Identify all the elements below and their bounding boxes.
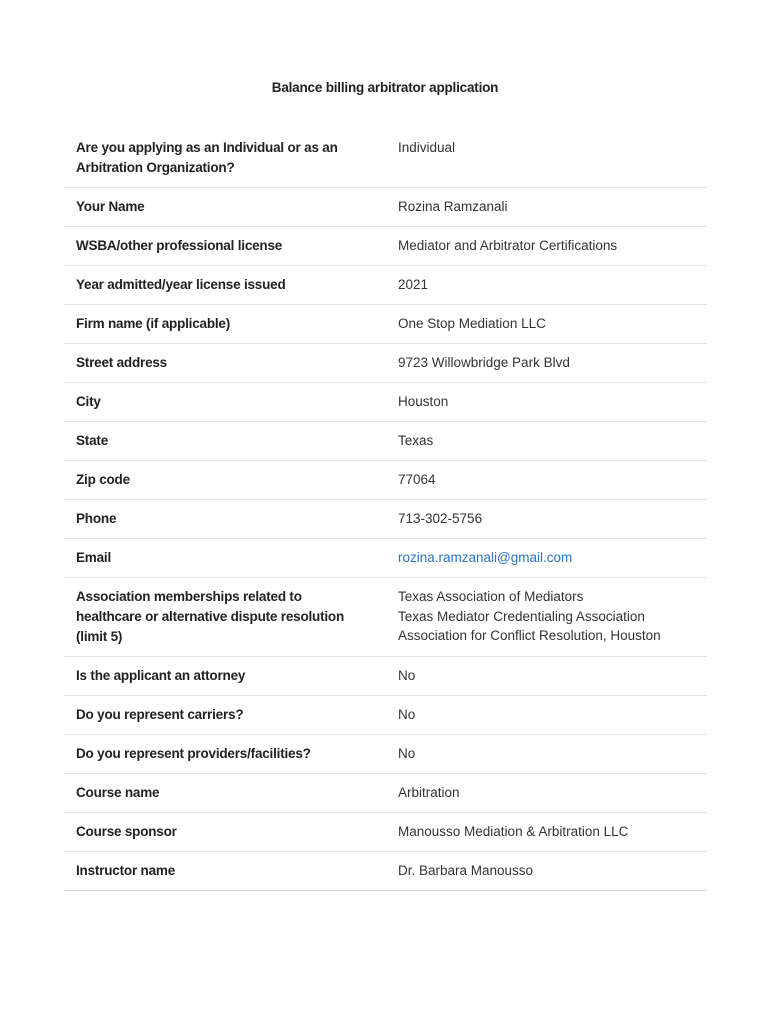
table-row [64,266,707,305]
field-value-line: Mediator and Arbitrator Certifications [398,238,618,253]
table-row [64,344,707,383]
table-row [64,696,707,735]
field-label-phone: Phone [76,511,117,526]
table-row [64,735,707,774]
table-row [64,539,707,578]
table-row [64,813,707,852]
field-value-line: 713-302-5756 [398,511,483,526]
field-value-line: Manousso Mediation & Arbitration LLC [398,824,629,839]
field-label-represent-providers: Do you represent providers/facilities? [76,746,311,761]
table-row [64,578,707,657]
table-row [64,422,707,461]
field-label-course-sponsor: Course sponsor [76,824,177,839]
field-value-line: Houston [398,394,449,409]
field-value-line: 77064 [398,472,436,487]
field-label-association-memberships: Association memberships related to healthcare or alternative dispute resolution (limit 5) [76,589,345,644]
field-label-firm-name: Firm name (if applicable) [76,316,231,331]
field-value-course-sponsor [386,822,707,842]
field-value-city [386,392,707,412]
field-value-line: No [398,707,416,722]
field-value-line: No [398,668,416,683]
field-value-association-memberships [386,587,707,647]
application-table [64,129,707,891]
field-label-license: WSBA/other professional license [76,238,283,253]
field-label-email: Email [76,550,112,565]
field-value-year-admitted [386,275,707,295]
field-label-applicant-type: Are you applying as an Individual or as an Arbitration Organization? [76,140,338,175]
field-label-zip-code: Zip code [76,472,130,487]
table-row [64,305,707,344]
field-value-name [386,197,707,217]
field-value-firm-name [386,314,707,334]
field-label-year-admitted: Year admitted/year license issued [76,277,286,292]
email-link[interactable]: rozina.ramzanali@gmail.com [398,550,573,565]
field-value-line: Association for Conflict Resolution, Houston [398,628,661,643]
field-value-applicant-type [386,138,707,178]
field-label-name: Your Name [76,199,145,214]
table-row [64,227,707,266]
field-label-course-name: Course name [76,785,160,800]
field-label-instructor-name: Instructor name [76,863,176,878]
field-label-city: City [76,394,101,409]
field-value-line: Arbitration [398,785,460,800]
table-row [64,657,707,696]
table-row [64,188,707,227]
field-value-line: Texas Association of Mediators [398,589,584,604]
field-value-state [386,431,707,451]
table-row [64,774,707,813]
table-row [64,383,707,422]
field-value-zip-code [386,470,707,490]
field-label-state: State [76,433,109,448]
table-row [64,129,707,188]
table-row [64,852,707,891]
field-value-line: One Stop Mediation LLC [398,316,546,331]
field-value-represent-carriers [386,705,707,725]
field-value-instructor-name [386,861,707,881]
table-row [64,500,707,539]
field-value-license [386,236,707,256]
page-title: Balance billing arbitrator application [271,80,499,95]
field-value-line: No [398,746,416,761]
field-label-represent-carriers: Do you represent carriers? [76,707,244,722]
field-value-line: 2021 [398,277,429,292]
field-value-represent-providers [386,744,707,764]
field-value-line: Texas [398,433,434,448]
field-value-is-attorney [386,666,707,686]
field-value-line: 9723 Willowbridge Park Blvd [398,355,570,370]
table-row [64,461,707,500]
field-value-line: Dr. Barbara Manousso [398,863,534,878]
field-value-line: Texas Mediator Credentialing Association [398,608,645,624]
field-value-course-name [386,783,707,803]
field-label-street-address: Street address [76,355,167,370]
field-value-street-address [386,353,707,373]
field-value-line: Rozina Ramzanali [398,199,508,214]
field-value-line: Individual [398,140,456,155]
field-value-email [386,548,707,568]
field-label-is-attorney: Is the applicant an attorney [76,668,246,683]
field-value-phone [386,509,707,529]
